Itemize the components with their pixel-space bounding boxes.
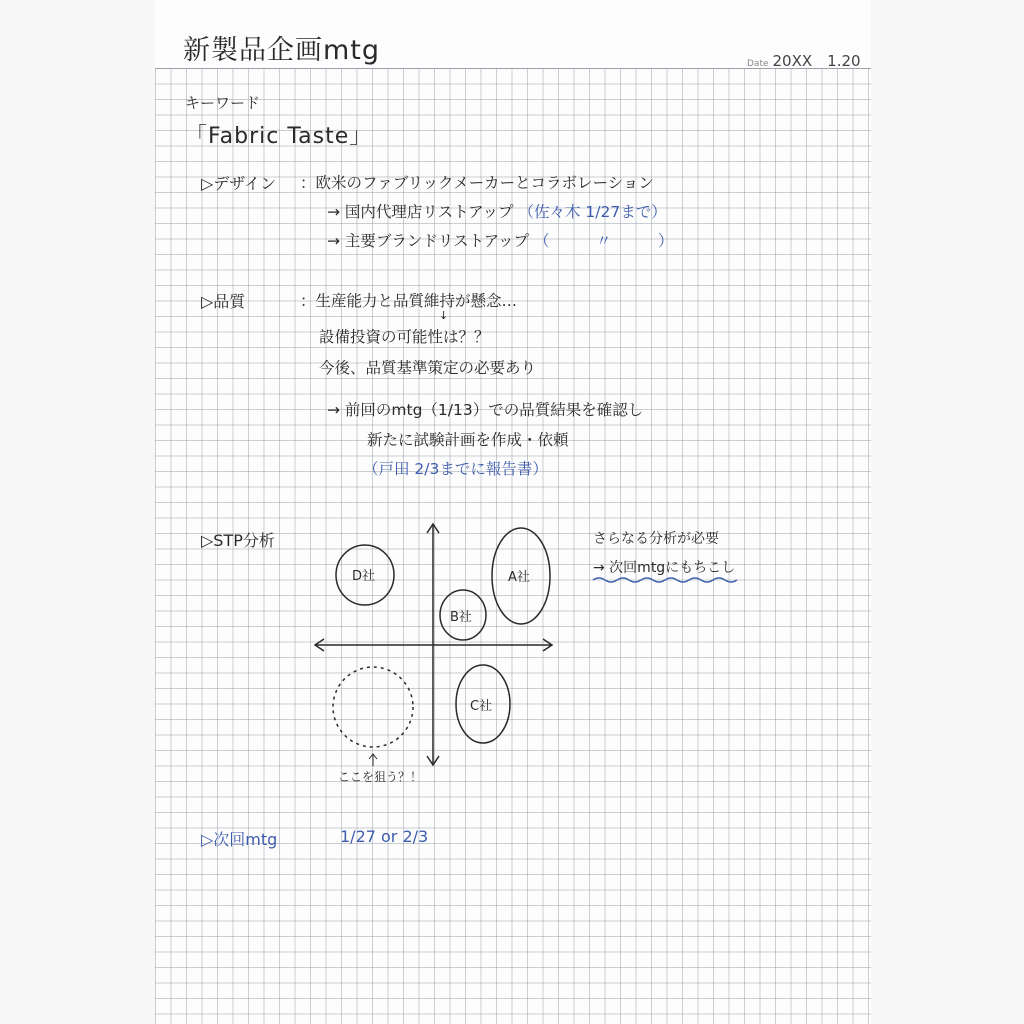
company-b-label: B社 <box>450 610 472 625</box>
target-dashed-circle <box>333 667 413 747</box>
design-action-1-note: （佐々木 1/27まで） <box>518 203 667 221</box>
quality-action-1: → 前回のmtg（1/13）での品質結果を確認し <box>327 401 644 419</box>
quality-line-2: 設備投資の可能性は？？ <box>319 328 490 346</box>
design-action-2-text: → 主要ブランドリストアップ <box>327 232 530 250</box>
stp-positioning-map <box>155 0 871 800</box>
next-mtg-heading: ▷次回mtg <box>201 830 278 849</box>
next-mtg-dates: 1/27 or 2/3 <box>340 827 429 846</box>
quality-line-1: ：生産能力と品質維持が懸念… <box>300 292 518 310</box>
stp-heading: ▷STP分析 <box>201 531 275 550</box>
stp-side-note-2: → 次回mtgにもちこし <box>593 560 736 576</box>
date-value: 20XX 1.20 <box>772 52 861 70</box>
design-heading: ▷デザイン <box>201 174 277 193</box>
quality-line-3: 今後、品質基準策定の必要あり <box>319 359 537 377</box>
keyword-value: 「Fabric Taste」 <box>185 124 373 149</box>
design-action-2-note: （ 〃 ） <box>534 232 674 250</box>
wavy-underline <box>593 578 737 582</box>
target-note: ここを狙う？！ <box>338 770 423 784</box>
page-title: 新製品企画mtg <box>183 35 381 66</box>
quality-arrow: ↓ <box>439 309 449 322</box>
keyword-label: キーワード <box>185 94 261 112</box>
quality-heading: ▷品質 <box>201 292 246 311</box>
quality-action-2: 新たに試験計画を作成・依頼 <box>367 431 569 449</box>
notebook-page <box>155 0 871 1024</box>
company-a-label: A社 <box>508 570 530 585</box>
date-label: Date <box>747 59 769 69</box>
quality-note: （戸田 2/3までに報告書） <box>363 460 548 478</box>
company-d-label: D社 <box>352 569 376 584</box>
design-text: ：欧米のファブリックメーカーとコラボレーション <box>300 174 654 192</box>
design-action-1-text: → 国内代理店リストアップ <box>327 203 514 221</box>
stp-side-note-1: さらなる分析が必要 <box>593 531 719 547</box>
company-c-label: C社 <box>470 699 493 714</box>
